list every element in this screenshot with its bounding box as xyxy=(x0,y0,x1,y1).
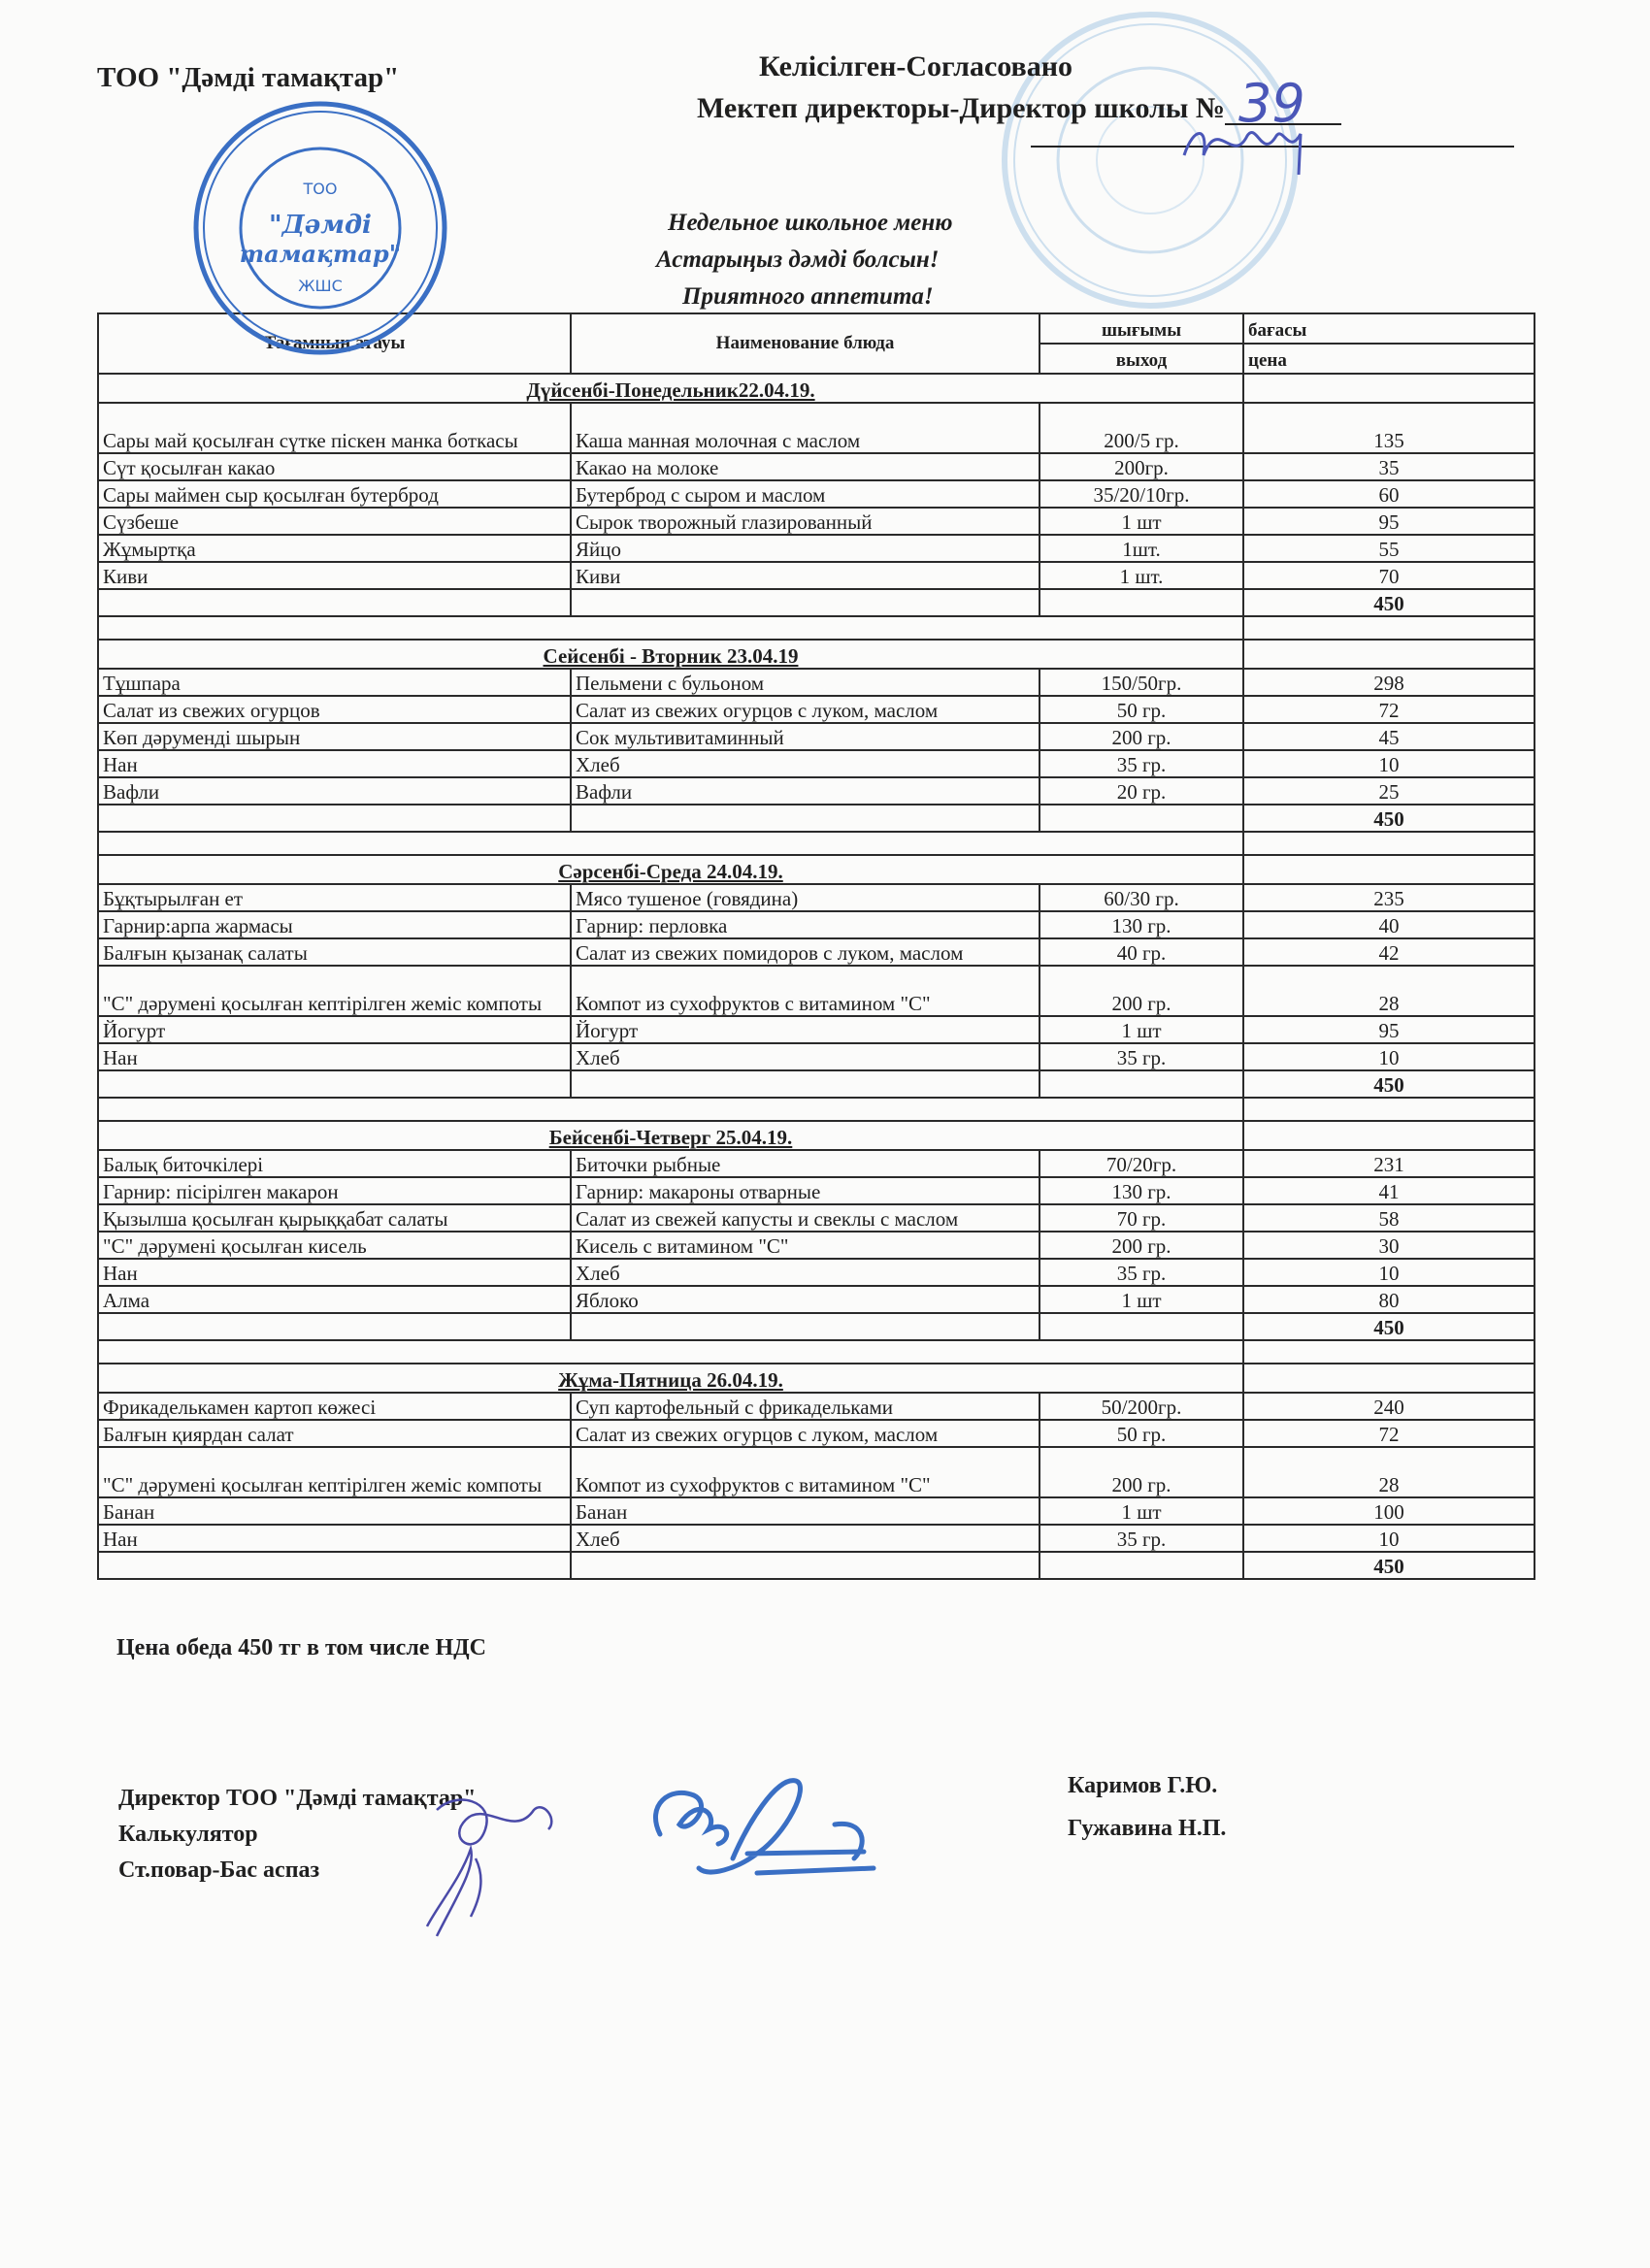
dish-name-ru: Сырок творожный глазированный xyxy=(571,508,1040,535)
total-empty-cell xyxy=(571,589,1040,616)
dish-price: 70 xyxy=(1243,562,1534,589)
day-total-row xyxy=(98,1313,1534,1340)
dish-price: 95 xyxy=(1243,1016,1534,1043)
dish-yield: 1 шт xyxy=(1040,508,1243,535)
spacer-cell xyxy=(98,1098,1243,1121)
dish-name-ru: Какао на молоке xyxy=(571,453,1040,480)
menu-item-row xyxy=(98,1447,1534,1497)
menu-item-row xyxy=(98,562,1534,589)
name-guzhavina: Гужавина Н.П. xyxy=(1068,1816,1227,1841)
total-empty-cell xyxy=(98,1552,571,1579)
dish-price: 231 xyxy=(1243,1150,1534,1177)
dish-yield: 1 шт xyxy=(1040,1286,1243,1313)
dish-name-kz: "С" дәрумені қосылған кептірілген жеміс компоты xyxy=(98,1447,571,1497)
day-total: 450 xyxy=(1243,589,1534,616)
dish-name-kz: Нан xyxy=(98,1259,571,1286)
dish-price: 45 xyxy=(1243,723,1534,750)
dish-name-kz: Бұқтырылған ет xyxy=(98,884,571,911)
spacer-cell xyxy=(1243,616,1534,640)
approval-title: Келісілген-Согласовано xyxy=(759,50,1073,82)
signature-names xyxy=(1068,1764,1226,1850)
day-header-price-cell xyxy=(1243,1121,1534,1150)
menu-item-row xyxy=(98,750,1534,777)
dish-yield: 1 шт xyxy=(1040,1016,1243,1043)
menu-item-row xyxy=(98,1525,1534,1552)
day-header-cell xyxy=(98,1121,1243,1150)
dish-name-ru: Яблоко xyxy=(571,1286,1040,1313)
dish-name-ru: Мясо тушеное (говядина) xyxy=(571,884,1040,911)
dish-name-kz: Фрикаделькамен картоп көжесі xyxy=(98,1393,571,1420)
day-header-price-cell xyxy=(1243,1364,1534,1393)
menu-item-row xyxy=(98,777,1534,805)
dish-name-ru: Биточки рыбные xyxy=(571,1150,1040,1177)
dish-name-kz: Балық биточкілері xyxy=(98,1150,571,1177)
menu-item-row xyxy=(98,1016,1534,1043)
menu-item-row xyxy=(98,884,1534,911)
calculator-signature-icon xyxy=(379,1781,573,1946)
menu-item-row xyxy=(98,535,1534,562)
total-empty-cell xyxy=(1040,589,1243,616)
dish-price: 55 xyxy=(1243,535,1534,562)
menu-item-row xyxy=(98,1232,1534,1259)
day-title: Жұма-Пятница 26.04.19. xyxy=(558,1368,783,1392)
menu-item-row xyxy=(98,669,1534,696)
spacer-row xyxy=(98,1340,1534,1364)
dish-price: 28 xyxy=(1243,1447,1534,1497)
total-empty-cell xyxy=(98,1070,571,1098)
spacer-cell xyxy=(1243,1098,1534,1121)
dish-yield: 35 гр. xyxy=(1040,1043,1243,1070)
menu-item-row xyxy=(98,1259,1534,1286)
menu-item-row xyxy=(98,508,1534,535)
menu-table xyxy=(97,312,1535,1580)
dish-yield: 40 гр. xyxy=(1040,938,1243,966)
day-header-cell xyxy=(98,640,1243,669)
dish-name-kz: Нан xyxy=(98,1043,571,1070)
menu-item-row xyxy=(98,1150,1534,1177)
dish-name-ru: Каша манная молочная с маслом xyxy=(571,403,1040,453)
dish-name-kz: Салат из свежих огурцов xyxy=(98,696,571,723)
spacer-row xyxy=(98,1098,1534,1121)
dish-price: 35 xyxy=(1243,453,1534,480)
dish-name-kz: Көп дәруменді шырын xyxy=(98,723,571,750)
dish-name-kz: Гарнир:арпа жармасы xyxy=(98,911,571,938)
dish-name-kz: Балғын қызанақ салаты xyxy=(98,938,571,966)
day-header-row xyxy=(98,374,1534,403)
dish-yield: 130 гр. xyxy=(1040,911,1243,938)
dish-name-ru: Бутерброд с сыром и маслом xyxy=(571,480,1040,508)
dish-name-ru: Банан xyxy=(571,1497,1040,1525)
dish-yield: 35 гр. xyxy=(1040,750,1243,777)
dish-name-ru: Хлеб xyxy=(571,750,1040,777)
dish-yield: 200 гр. xyxy=(1040,1232,1243,1259)
dish-name-kz: Сары май қосылған сүтке піскен манка боткасы xyxy=(98,403,571,453)
day-title: Сәрсенбі-Среда 24.04.19. xyxy=(558,860,783,883)
menu-item-row xyxy=(98,723,1534,750)
day-header-cell xyxy=(98,855,1243,884)
dish-name-kz: Нан xyxy=(98,1525,571,1552)
spacer-cell xyxy=(98,832,1243,855)
dish-name-ru: Хлеб xyxy=(571,1525,1040,1552)
dish-price: 72 xyxy=(1243,1420,1534,1447)
dish-name-ru: Суп картофельный с фрикадельками xyxy=(571,1393,1040,1420)
dish-yield: 200гр. xyxy=(1040,453,1243,480)
stamp-name-2: тамақтар" xyxy=(239,240,402,268)
dish-name-kz: Тұшпара xyxy=(98,669,571,696)
menu-item-row xyxy=(98,1420,1534,1447)
dish-name-ru: Салат из свежих помидоров с луком, маслом xyxy=(571,938,1040,966)
role-chef: Ст.повар-Бас аспаз xyxy=(118,1857,320,1883)
day-header-price-cell xyxy=(1243,374,1534,403)
dish-yield: 1 шт. xyxy=(1040,562,1243,589)
dish-price: 240 xyxy=(1243,1393,1534,1420)
dish-name-ru: Салат из свежих огурцов с луком, маслом xyxy=(571,696,1040,723)
dish-name-ru: Кисель с витамином "С" xyxy=(571,1232,1040,1259)
dish-price: 30 xyxy=(1243,1232,1534,1259)
day-header-row xyxy=(98,1121,1534,1150)
dish-name-ru: Гарнир: перловка xyxy=(571,911,1040,938)
day-header-price-cell xyxy=(1243,640,1534,669)
day-title: Дүйсенбі-Понедельник22.04.19. xyxy=(526,378,815,402)
menu-item-row xyxy=(98,966,1534,1016)
dish-price: 42 xyxy=(1243,938,1534,966)
dish-price: 100 xyxy=(1243,1497,1534,1525)
name-karimov: Каримов Г.Ю. xyxy=(1068,1773,1218,1798)
stamp-name-1: "Дәмді xyxy=(269,211,372,240)
dish-price: 135 xyxy=(1243,403,1534,453)
dish-name-ru: Пельмени с бульоном xyxy=(571,669,1040,696)
dish-price: 235 xyxy=(1243,884,1534,911)
dish-yield: 35 гр. xyxy=(1040,1525,1243,1552)
total-empty-cell xyxy=(98,1313,571,1340)
dish-yield: 35 гр. xyxy=(1040,1259,1243,1286)
menu-item-row xyxy=(98,696,1534,723)
dish-yield: 1шт. xyxy=(1040,535,1243,562)
day-header-row xyxy=(98,640,1534,669)
dish-name-ru: Компот из сухофруктов с витамином "С" xyxy=(571,966,1040,1016)
dish-name-ru: Салат из свежей капусты и свеклы с маслом xyxy=(571,1204,1040,1232)
dish-name-kz: Сары маймен сыр қосылған бутерброд xyxy=(98,480,571,508)
day-total-row xyxy=(98,1070,1534,1098)
header-price-kz: бағасы xyxy=(1243,313,1534,344)
dish-yield: 200 гр. xyxy=(1040,966,1243,1016)
dish-name-kz: Гарнир: пісірілген макарон xyxy=(98,1177,571,1204)
dish-yield: 130 гр. xyxy=(1040,1177,1243,1204)
dish-yield: 200/5 гр. xyxy=(1040,403,1243,453)
menu-item-row xyxy=(98,1497,1534,1525)
dish-price: 60 xyxy=(1243,480,1534,508)
dish-yield: 1 шт xyxy=(1040,1497,1243,1525)
dish-name-ru: Салат из свежих огурцов с луком, маслом xyxy=(571,1420,1040,1447)
dish-price: 10 xyxy=(1243,1525,1534,1552)
dish-price: 10 xyxy=(1243,1259,1534,1286)
menu-item-row xyxy=(98,480,1534,508)
total-empty-cell xyxy=(1040,1313,1243,1340)
dish-price: 95 xyxy=(1243,508,1534,535)
day-header-price-cell xyxy=(1243,855,1534,884)
total-empty-cell xyxy=(571,1070,1040,1098)
menu-item-row xyxy=(98,938,1534,966)
dish-yield: 200 гр. xyxy=(1040,723,1243,750)
header-price-ru: цена xyxy=(1243,344,1534,374)
director-company-signature-icon xyxy=(641,1766,893,1892)
menu-item-row xyxy=(98,403,1534,453)
dish-name-ru: Компот из сухофруктов с витамином "С" xyxy=(571,1447,1040,1497)
spacer-cell xyxy=(98,1340,1243,1364)
dish-yield: 50/200гр. xyxy=(1040,1393,1243,1420)
dish-name-kz: Қызылша қосылған қырыққабат салаты xyxy=(98,1204,571,1232)
lunch-price-note: Цена обеда 450 тг в том числе НДС xyxy=(116,1635,486,1660)
dish-price: 10 xyxy=(1243,1043,1534,1070)
dish-name-ru: Сок мультивитаминный xyxy=(571,723,1040,750)
total-empty-cell xyxy=(571,1313,1040,1340)
menu-subtitle: Недельное школьное меню xyxy=(668,210,953,236)
dish-name-kz: "С" дәрумені қосылған кисель xyxy=(98,1232,571,1259)
header-name-kz: Тағамның атауы xyxy=(98,313,571,374)
menu-body xyxy=(98,374,1534,1579)
role-calculator: Калькулятор xyxy=(118,1822,258,1847)
menu-item-row xyxy=(98,911,1534,938)
menu-item-row xyxy=(98,1204,1534,1232)
dish-yield: 50 гр. xyxy=(1040,1420,1243,1447)
greeting-ru: Приятного аппетита! xyxy=(682,283,934,310)
greeting-kz: Астарыңыз дәмді болсын! xyxy=(656,247,940,273)
dish-price: 28 xyxy=(1243,966,1534,1016)
dish-yield: 35/20/10гр. xyxy=(1040,480,1243,508)
total-empty-cell xyxy=(1040,805,1243,832)
header-yield-kz: шығымы xyxy=(1040,313,1243,344)
dish-price: 41 xyxy=(1243,1177,1534,1204)
menu-item-row xyxy=(98,1286,1534,1313)
total-empty-cell xyxy=(1040,1070,1243,1098)
role-director: Директор ТОО "Дәмді тамақтар" xyxy=(118,1786,477,1811)
dish-name-kz: Киви xyxy=(98,562,571,589)
dish-price: 298 xyxy=(1243,669,1534,696)
dish-name-kz: Балғын қиярдан салат xyxy=(98,1420,571,1447)
dish-name-kz: Банан xyxy=(98,1497,571,1525)
dish-yield: 50 гр. xyxy=(1040,696,1243,723)
total-empty-cell xyxy=(571,1552,1040,1579)
spacer-cell xyxy=(1243,1340,1534,1364)
day-total: 450 xyxy=(1243,1070,1534,1098)
spacer-cell xyxy=(98,616,1243,640)
day-header-cell xyxy=(98,374,1243,403)
dish-price: 10 xyxy=(1243,750,1534,777)
stamp-top-text: ТОО xyxy=(303,180,338,198)
total-empty-cell xyxy=(98,589,571,616)
school-number: 39 xyxy=(1238,73,1305,134)
dish-name-kz: "С" дәрумені қосылған кептірілген жеміс компоты xyxy=(98,966,571,1016)
dish-name-ru: Хлеб xyxy=(571,1043,1040,1070)
total-empty-cell xyxy=(1040,1552,1243,1579)
day-header-cell xyxy=(98,1364,1243,1393)
dish-name-ru: Йогурт xyxy=(571,1016,1040,1043)
dish-yield: 150/50гр. xyxy=(1040,669,1243,696)
company-name: ТОО "Дәмді тамақтар" xyxy=(97,62,400,93)
day-total-row xyxy=(98,1552,1534,1579)
company-stamp-icon xyxy=(189,97,451,359)
dish-price: 25 xyxy=(1243,777,1534,805)
dish-price: 58 xyxy=(1243,1204,1534,1232)
dish-name-ru: Вафли xyxy=(571,777,1040,805)
day-title: Бейсенбі-Четверг 25.04.19. xyxy=(548,1126,793,1149)
day-total-row xyxy=(98,805,1534,832)
director-signature-icon xyxy=(1174,107,1330,175)
dish-name-kz: Йогурт xyxy=(98,1016,571,1043)
menu-item-row xyxy=(98,1177,1534,1204)
dish-name-ru: Киви xyxy=(571,562,1040,589)
total-empty-cell xyxy=(98,805,571,832)
day-header-row xyxy=(98,1364,1534,1393)
dish-name-kz: Сүт қосылған какао xyxy=(98,453,571,480)
dish-yield: 200 гр. xyxy=(1040,1447,1243,1497)
dish-name-kz: Вафли xyxy=(98,777,571,805)
dish-name-ru: Хлеб xyxy=(571,1259,1040,1286)
day-title: Сейсенбі - Вторник 23.04.19 xyxy=(543,644,799,668)
menu-item-row xyxy=(98,1043,1534,1070)
dish-price: 80 xyxy=(1243,1286,1534,1313)
stamp-bottom-text: ЖШС xyxy=(298,277,343,295)
day-header-row xyxy=(98,855,1534,884)
dish-name-kz: Алма xyxy=(98,1286,571,1313)
total-empty-cell xyxy=(571,805,1040,832)
day-total: 450 xyxy=(1243,1552,1534,1579)
menu-item-row xyxy=(98,1393,1534,1420)
header-name-ru: Наименование блюда xyxy=(571,313,1040,374)
spacer-row xyxy=(98,832,1534,855)
dish-name-kz: Жұмыртқа xyxy=(98,535,571,562)
dish-name-ru: Гарнир: макароны отварные xyxy=(571,1177,1040,1204)
dish-name-kz: Нан xyxy=(98,750,571,777)
dish-yield: 60/30 гр. xyxy=(1040,884,1243,911)
dish-price: 72 xyxy=(1243,696,1534,723)
spacer-cell xyxy=(1243,832,1534,855)
day-total-row xyxy=(98,589,1534,616)
dish-yield: 70/20гр. xyxy=(1040,1150,1243,1177)
approval-label: Мектеп директоры-Директор школы № xyxy=(697,92,1225,124)
dish-price: 40 xyxy=(1243,911,1534,938)
dish-yield: 70 гр. xyxy=(1040,1204,1243,1232)
spacer-row xyxy=(98,616,1534,640)
day-total: 450 xyxy=(1243,1313,1534,1340)
menu-item-row xyxy=(98,453,1534,480)
dish-yield: 20 гр. xyxy=(1040,777,1243,805)
day-total: 450 xyxy=(1243,805,1534,832)
dish-name-kz: Сүзбеше xyxy=(98,508,571,535)
header-yield-ru: выход xyxy=(1040,344,1243,374)
dish-name-ru: Яйцо xyxy=(571,535,1040,562)
